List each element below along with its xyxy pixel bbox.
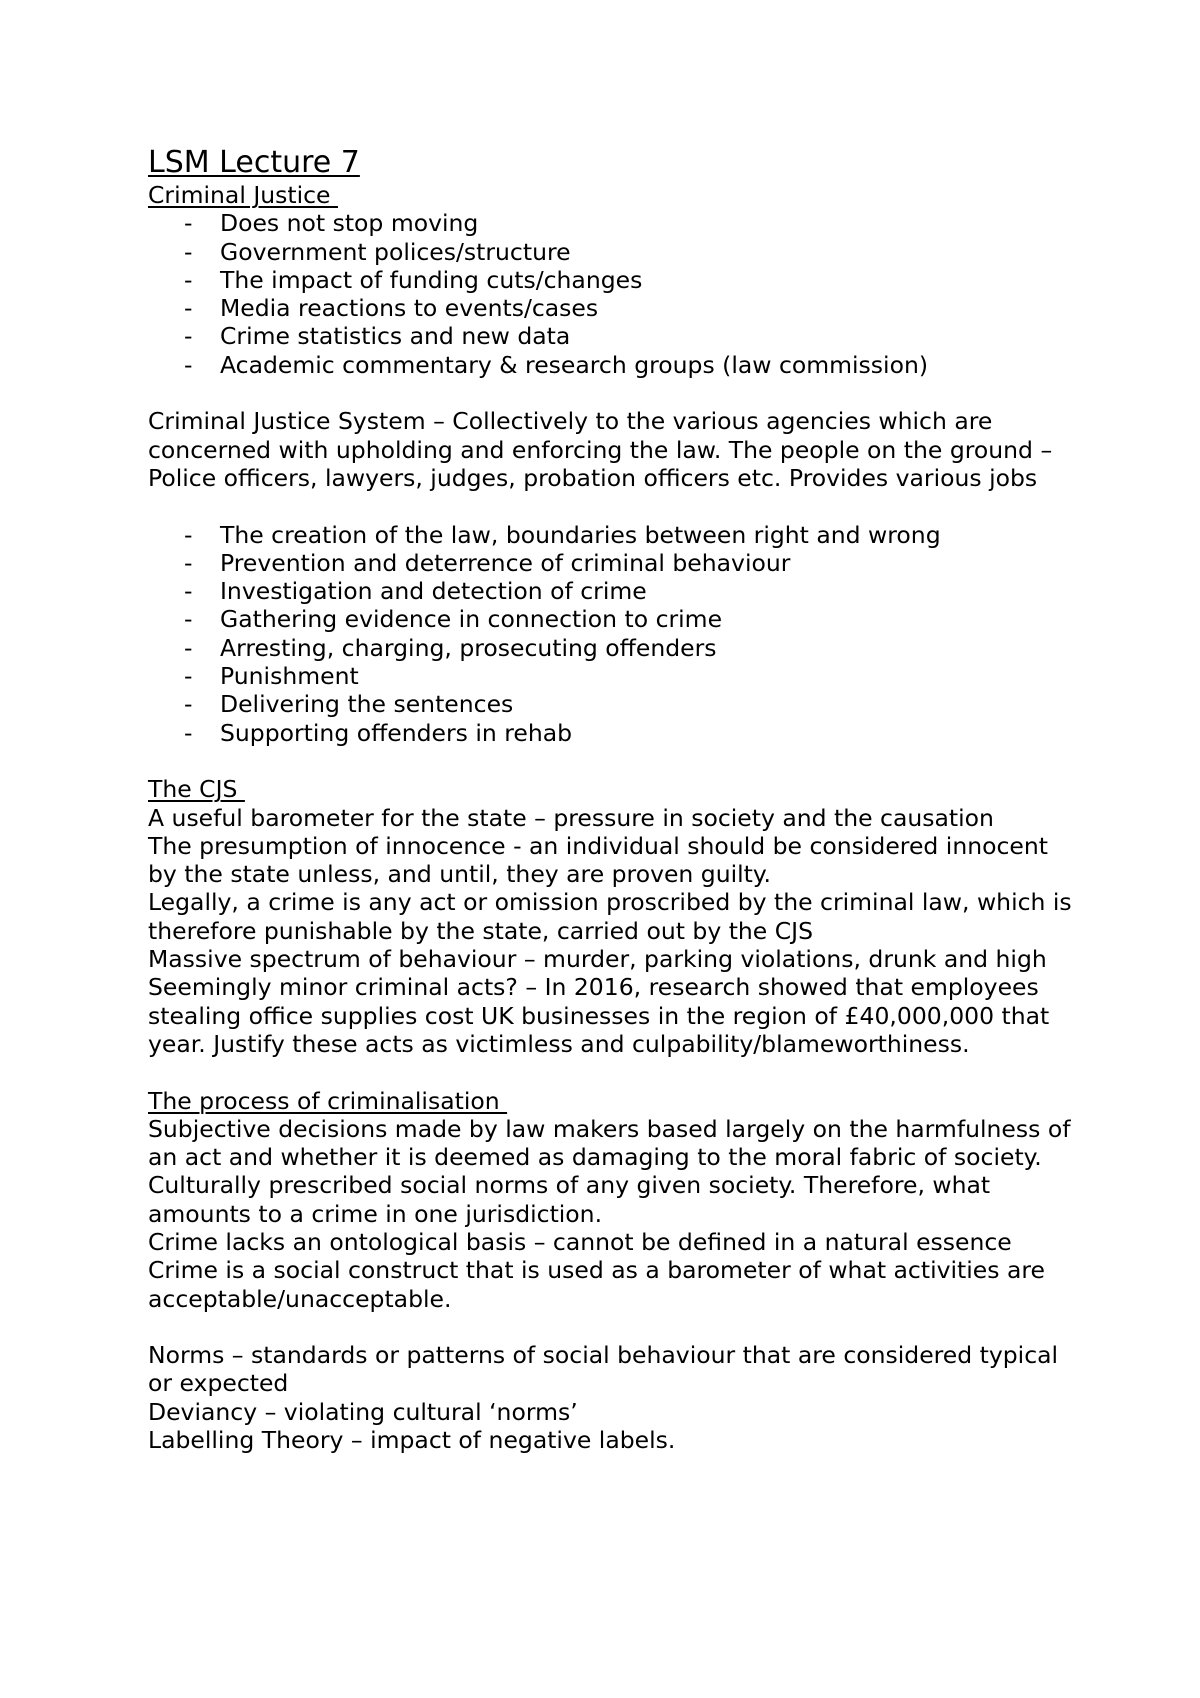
list-item-text: The creation of the law, boundaries between right and wrong <box>220 520 941 549</box>
list-item <box>148 322 1078 350</box>
section-the-cjs <box>148 775 1078 1058</box>
list-item <box>148 719 1078 747</box>
dash-marker: - <box>184 294 193 323</box>
paragraph: Crime is a social construct that is used as a barometer of what activities are acceptable/unacceptable. <box>148 1256 1045 1313</box>
section-heading: The CJS <box>148 775 245 804</box>
list-item <box>148 690 1078 718</box>
list-item <box>148 634 1078 662</box>
section-criminal-justice-system <box>148 407 1078 747</box>
list-item-text: Delivering the sentences <box>220 690 514 719</box>
list-item-text: Punishment <box>220 662 359 691</box>
section-criminal-justice <box>148 181 1078 379</box>
list-item-text: Does not stop moving <box>220 209 479 238</box>
dash-marker: - <box>184 662 193 691</box>
section-heading: The process of criminalisation <box>148 1086 508 1115</box>
paragraph: Crime lacks an ontological basis – cannot be defined in a natural essence <box>148 1227 1012 1256</box>
list-item <box>148 605 1078 633</box>
dash-marker: - <box>184 237 193 266</box>
dash-marker: - <box>184 350 193 379</box>
list-item <box>148 266 1078 294</box>
paragraph: The presumption of innocence - an individual should be considered innocent by the state unless, and until, they are proven guilty. <box>148 831 1048 889</box>
paragraph: A useful barometer for the state – pressure in society and the causation <box>148 803 994 832</box>
paragraph: Labelling Theory – impact of negative labels. <box>148 1426 676 1455</box>
paragraph: Legally, a crime is any act or omission proscribed by the criminal law, which is therefore punishable by the state, carried out by the CJS <box>148 888 1072 945</box>
list-item-text: The impact of funding cuts/changes <box>220 265 643 294</box>
document-page <box>148 145 1078 1454</box>
paragraph: Massive spectrum of behaviour – murder, parking violations, drunk and high <box>148 945 1047 974</box>
list-item-text: Investigation and detection of crime <box>220 577 647 606</box>
list-item <box>148 294 1078 322</box>
section-process-of-criminalisation <box>148 1087 1078 1313</box>
list-item <box>148 521 1078 549</box>
list-item <box>148 662 1078 690</box>
paragraph: Seemingly minor criminal acts? – In 2016, research showed that employees stealing office supplies cost UK businesses in the region of £40,000,000 that year. Justify these acts as victimless and culpability/blameworthiness. <box>148 973 1050 1058</box>
list-item <box>148 577 1078 605</box>
dash-marker: - <box>184 322 193 351</box>
list-item <box>148 238 1078 266</box>
list-item-text: Crime statistics and new data <box>220 322 571 351</box>
paragraph: Norms – standards or patterns of social behaviour that are considered typical or expected <box>148 1341 1059 1398</box>
dash-marker: - <box>184 209 193 238</box>
dash-marker: - <box>184 577 193 606</box>
dash-marker: - <box>184 520 193 549</box>
list-item-text: Media reactions to events/cases <box>220 294 599 323</box>
dash-marker: - <box>184 265 193 294</box>
list-item <box>148 549 1078 577</box>
section-norms <box>148 1341 1078 1454</box>
list-item-text: Government polices/structure <box>220 237 571 266</box>
paragraph: Criminal Justice System – Collectively to the various agencies which are concerned with upholding and enforcing the law. The people on the ground – Police officers, lawyers, judges, probation officers etc. Provides various jobs <box>148 407 1053 492</box>
dash-marker: - <box>184 548 193 577</box>
bullet-list <box>148 209 1078 379</box>
dash-marker: - <box>184 605 193 634</box>
list-item-text: Prevention and deterrence of criminal behaviour <box>220 548 791 577</box>
section-heading: Criminal Justice <box>148 181 338 209</box>
dash-marker: - <box>184 633 193 662</box>
page-title: LSM Lecture 7 <box>148 145 360 180</box>
paragraph: Deviancy – violating cultural ‘norms’ <box>148 1397 578 1426</box>
dash-marker: - <box>184 690 193 719</box>
list-item-text: Academic commentary & research groups (law commission) <box>220 350 929 379</box>
list-item <box>148 209 1078 237</box>
list-item <box>148 351 1078 379</box>
bullet-list <box>148 521 1078 747</box>
dash-marker: - <box>184 718 193 747</box>
list-item-text: Supporting offenders in rehab <box>220 718 573 747</box>
list-item-text: Arresting, charging, prosecuting offenders <box>220 633 717 662</box>
paragraph: Subjective decisions made by law makers based largely on the harmfulness of an act and whether it is deemed as damaging to the moral fabric of society. Culturally prescribed social norms of any given society. Therefore, what amounts to a crime in one jurisdiction. <box>148 1114 1071 1228</box>
list-item-text: Gathering evidence in connection to crime <box>220 605 723 634</box>
